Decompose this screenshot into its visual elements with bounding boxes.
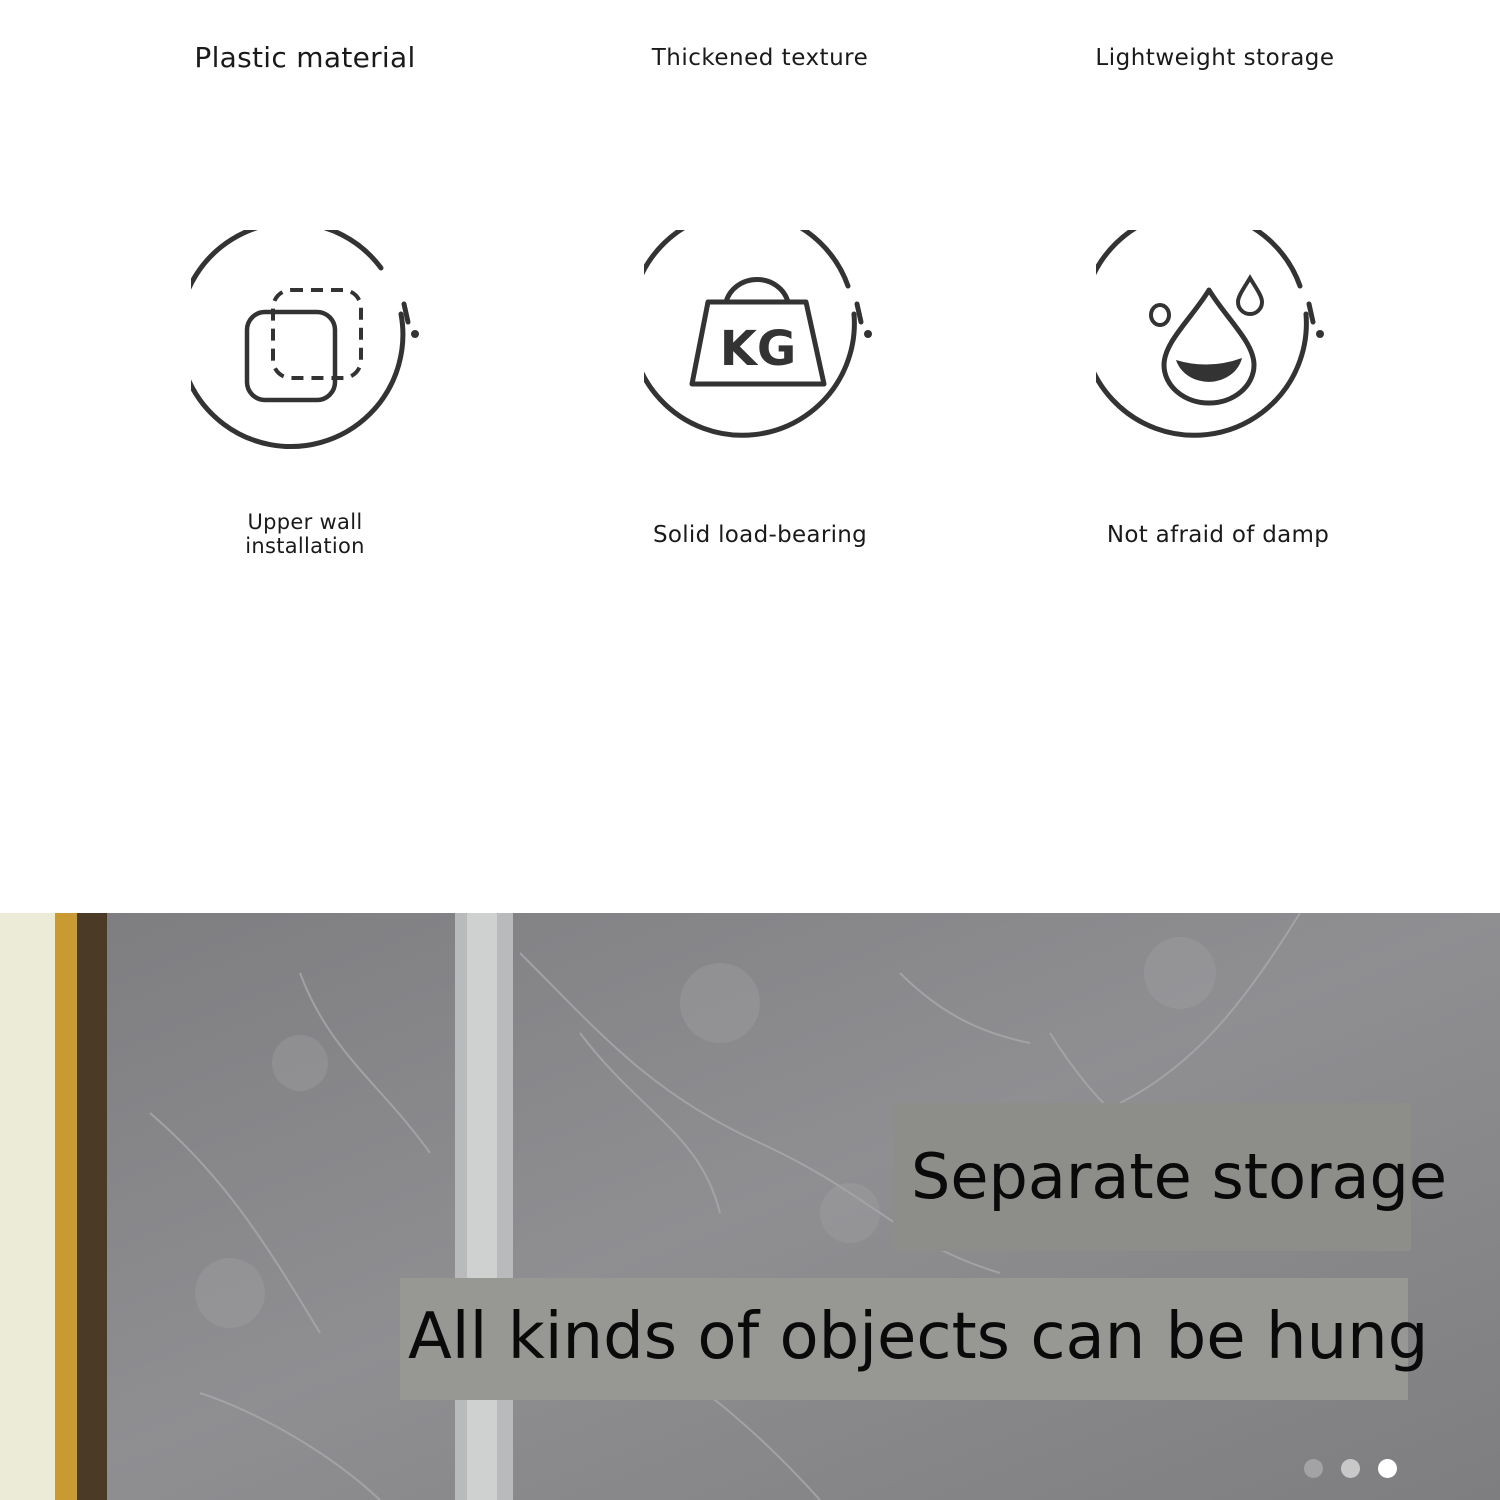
feature-label-thickened-texture: Thickened texture bbox=[651, 45, 869, 71]
carousel-dot[interactable] bbox=[1341, 1459, 1360, 1478]
banner-heading: Separate storage bbox=[893, 1103, 1411, 1251]
carousel-dot[interactable] bbox=[1304, 1459, 1323, 1478]
caption-upper-wall-installation bbox=[155, 510, 455, 558]
product-photo-banner bbox=[0, 913, 1500, 1500]
caption-solid-load-bearing: Solid load-bearing bbox=[652, 522, 868, 548]
caption-not-afraid-of-damp: Not afraid of damp bbox=[1106, 522, 1330, 548]
caption-line: installation bbox=[245, 534, 365, 558]
feature-label-lightweight-storage: Lightweight storage bbox=[1095, 45, 1335, 71]
water-drop-icon bbox=[1096, 230, 1326, 460]
banner-subheading: All kinds of objects can be hung bbox=[400, 1278, 1408, 1400]
overlapping-squares-icon bbox=[191, 230, 421, 460]
caption-line: Upper wall bbox=[247, 510, 363, 534]
carousel-dot-active[interactable] bbox=[1378, 1459, 1397, 1478]
kg-weight-icon bbox=[644, 230, 874, 460]
carousel-indicator bbox=[1300, 1457, 1410, 1481]
kg-label: KG bbox=[719, 321, 797, 377]
feature-label-plastic-material: Plastic material bbox=[194, 41, 416, 74]
